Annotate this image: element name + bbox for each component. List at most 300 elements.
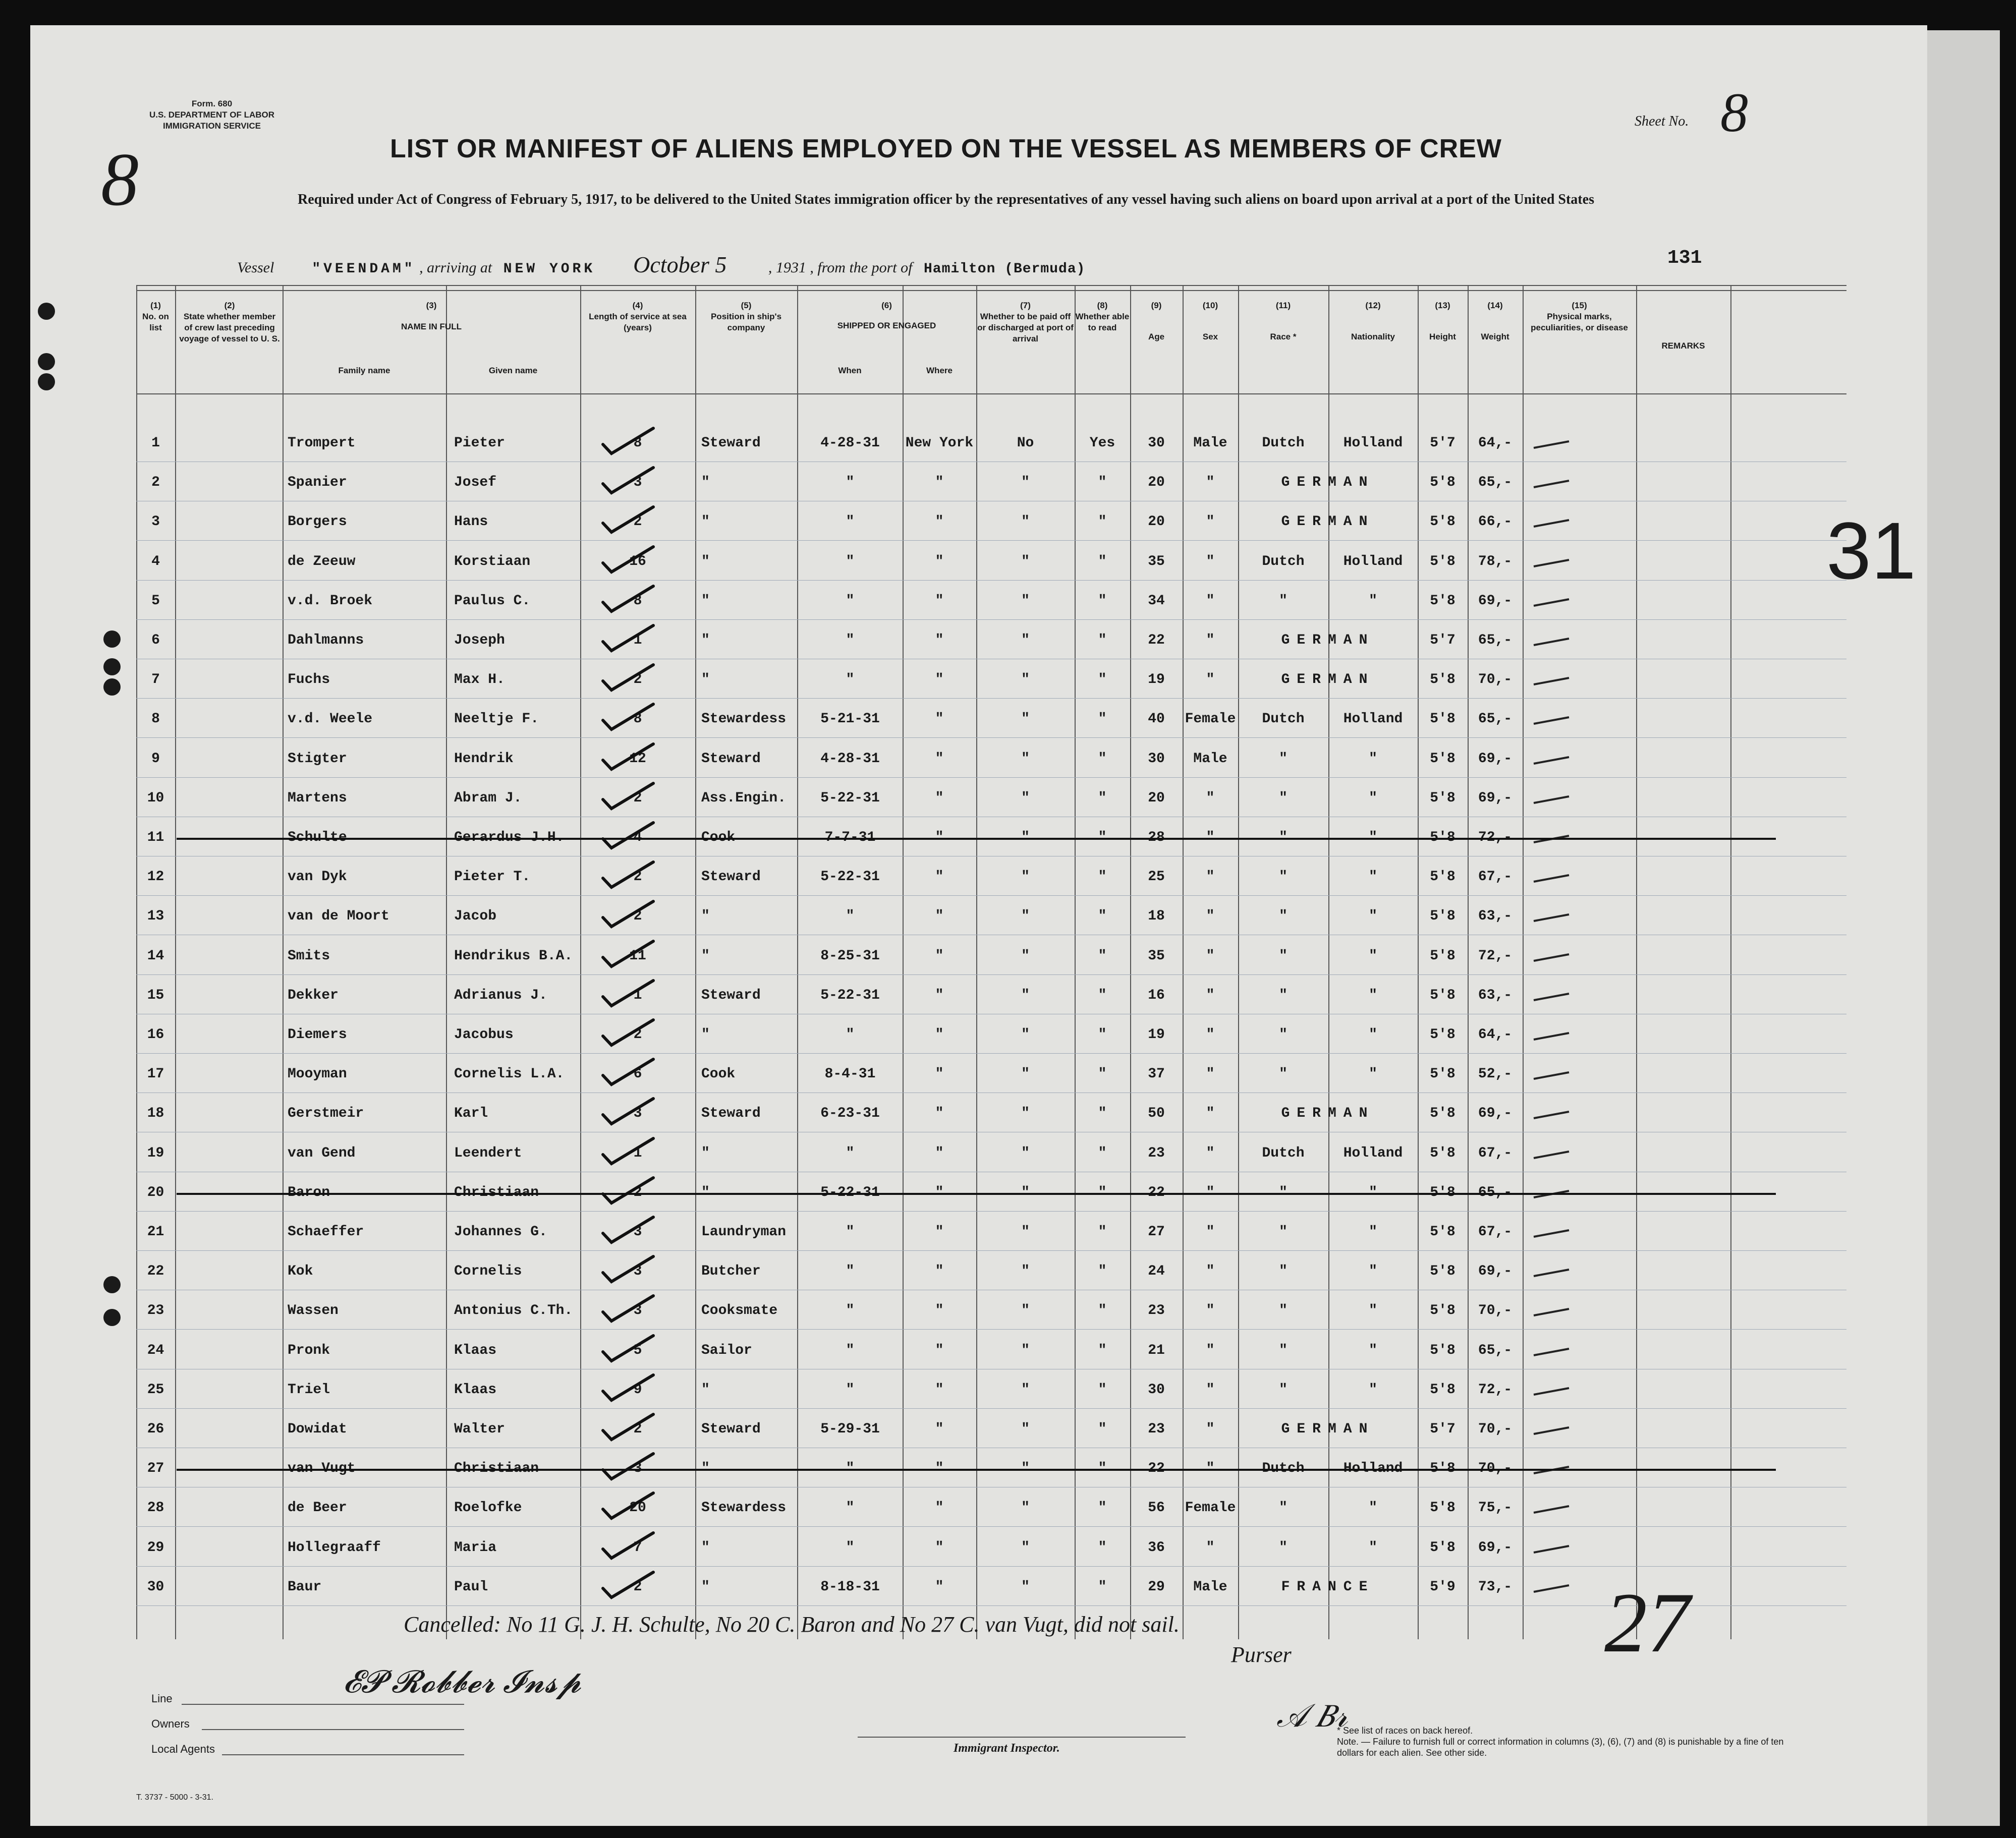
check-mark (600, 465, 656, 495)
cell-position: Steward (701, 435, 761, 451)
cell-sex: " (1206, 553, 1215, 569)
cell-able-to-read: " (1098, 1342, 1107, 1358)
cell-height: 5'8 (1430, 751, 1455, 767)
cell-age: 36 (1148, 1539, 1165, 1556)
cell-race: " (1279, 1382, 1287, 1398)
remark-tick (1529, 1338, 1584, 1368)
cell-nationality: " (1369, 1500, 1377, 1516)
cell-shipped-where: " (935, 553, 944, 569)
cell-race: GERMAN (1281, 475, 1375, 491)
owners-field (202, 1729, 464, 1730)
cell-sex: " (1206, 1342, 1215, 1358)
cell-given-name: Pieter T. (454, 869, 531, 885)
col4-header: (4) Length of service at sea (years) (589, 301, 687, 332)
cell-race: " (1279, 1027, 1287, 1043)
margin-number: 31 (1826, 505, 1916, 596)
cell-row-number: 19 (147, 1145, 164, 1161)
punch-hole (38, 303, 55, 320)
cell-paid-off: " (1021, 633, 1030, 648)
cell-row-number: 10 (147, 790, 164, 806)
cell-row-number: 22 (147, 1263, 164, 1280)
cell-family-name: Pronk (288, 1342, 330, 1358)
cell-height: 5'8 (1430, 1342, 1455, 1358)
cell-given-name: Jacobus (454, 1027, 514, 1043)
cell-shipped-where: " (935, 1263, 944, 1280)
col14-header: (14) Weight (1481, 301, 1509, 341)
footnote-fine: Note. — Failure to furnish full or correct information in columns (3), (6), (7) and (8) is punishable by a fine of ten dollars for each alien. See other side. (1337, 1737, 1784, 1758)
cell-height: 5'8 (1430, 790, 1455, 806)
cell-able-to-read: " (1098, 475, 1107, 491)
from-label: , from the port of (810, 259, 913, 276)
row-rule (136, 1526, 1846, 1527)
cell-family-name: Dekker (288, 987, 339, 1003)
check-mark (600, 544, 656, 574)
cell-shipped-when: 4-28-31 (820, 435, 880, 451)
arrival-port: NEW YORK (503, 261, 596, 277)
cell-service-years: 1 (633, 633, 642, 648)
sheet-label: Sheet No. (1635, 113, 1689, 129)
check-mark (600, 780, 656, 811)
cell-age: 50 (1148, 1106, 1165, 1122)
cell-nationality: Holland (1343, 711, 1403, 727)
cell-able-to-read: " (1098, 987, 1107, 1003)
cell-family-name: van Gend (288, 1145, 356, 1161)
row-rule (136, 698, 1846, 699)
cell-row-number: 23 (147, 1303, 164, 1319)
cell-position: " (701, 633, 710, 648)
cell-sex: " (1206, 1145, 1215, 1161)
strike-through-line (177, 838, 1776, 840)
cell-height: 5'8 (1430, 514, 1455, 530)
check-mark (600, 583, 656, 613)
cell-able-to-read: " (1098, 1579, 1107, 1595)
from-port: Hamilton (Bermuda) (923, 261, 1086, 277)
row-rule (136, 1329, 1846, 1330)
cell-shipped-where: " (935, 1382, 944, 1398)
cell-given-name: Johannes G. (454, 1224, 547, 1240)
family-name-header: Family name (338, 366, 390, 375)
line-field (182, 1704, 464, 1705)
cell-given-name: Karl (454, 1106, 488, 1122)
arriving-label: , arriving at (419, 259, 492, 276)
cell-sex: " (1206, 672, 1215, 688)
page-number: 131 (1667, 247, 1702, 269)
cell-shipped-when: " (846, 908, 855, 925)
cell-shipped-when: " (846, 593, 855, 609)
cell-service-years: 5 (633, 1342, 642, 1358)
cell-height: 5'7 (1430, 633, 1455, 648)
cell-given-name: Pieter (454, 435, 505, 451)
cell-family-name: Diemers (288, 1027, 347, 1043)
cell-given-name: Cornelis (454, 1263, 522, 1280)
cell-shipped-when: " (846, 1382, 855, 1398)
cell-family-name: Stigter (288, 751, 347, 767)
cell-race: GERMAN (1281, 633, 1375, 648)
cell-row-number: 8 (151, 711, 160, 727)
col3-header: (3) NAME IN FULL (401, 301, 462, 331)
cell-age: 27 (1148, 1224, 1165, 1240)
cell-nationality: " (1369, 1027, 1377, 1043)
cell-given-name: Hendrik (454, 751, 514, 767)
cell-nationality: " (1369, 751, 1377, 767)
cell-shipped-when: 8-25-31 (820, 948, 880, 964)
cell-family-name: Mooyman (288, 1066, 347, 1082)
cell-family-name: Dowidat (288, 1421, 347, 1437)
line-label: Line (151, 1692, 173, 1705)
cell-service-years: 1 (633, 987, 642, 1003)
check-mark (600, 1135, 656, 1166)
cell-age: 23 (1148, 1145, 1165, 1161)
cell-shipped-where: " (935, 790, 944, 806)
cell-given-name: Josef (454, 475, 497, 491)
cell-row-number: 4 (151, 553, 160, 569)
cell-service-years: 2 (633, 1421, 642, 1437)
punch-hole (38, 373, 55, 390)
cell-given-name: Maria (454, 1539, 497, 1556)
cell-row-number: 30 (147, 1579, 164, 1595)
cell-family-name: Borgers (288, 514, 347, 530)
row-rule (136, 580, 1846, 581)
cell-shipped-where: " (935, 1106, 944, 1122)
cell-nationality: " (1369, 1263, 1377, 1280)
cell-row-number: 21 (147, 1224, 164, 1240)
cell-weight: 73,- (1478, 1579, 1513, 1595)
cell-weight: 67,- (1478, 869, 1513, 885)
cell-nationality: " (1369, 790, 1377, 806)
cell-race: " (1279, 751, 1287, 767)
cell-able-to-read: " (1098, 711, 1107, 727)
cell-nationality: Holland (1343, 553, 1403, 569)
cell-able-to-read: " (1098, 1145, 1107, 1161)
cell-position: " (701, 1579, 710, 1595)
cell-paid-off: " (1021, 1303, 1030, 1319)
crew-table (136, 285, 1846, 1639)
check-mark (600, 1214, 656, 1244)
cell-shipped-where: " (935, 1027, 944, 1043)
cell-paid-off: " (1021, 1027, 1030, 1043)
cell-family-name: de Beer (288, 1500, 347, 1516)
row-rule (136, 895, 1846, 896)
cell-shipped-when: " (846, 1224, 855, 1240)
column-rule (175, 285, 176, 1639)
owners-label: Owners (151, 1717, 190, 1730)
check-mark (600, 1096, 656, 1126)
cell-able-to-read: " (1098, 553, 1107, 569)
check-mark (600, 1056, 656, 1086)
remark-tick (1529, 1495, 1584, 1525)
row-rule (136, 1408, 1846, 1409)
cell-service-years: 16 (629, 553, 646, 569)
remark-tick (1529, 1022, 1584, 1052)
cell-given-name: Paulus C. (454, 593, 531, 609)
cell-service-years: 1 (633, 1145, 642, 1161)
cell-shipped-when: 5-22-31 (820, 869, 880, 885)
cell-weight: 52,- (1478, 1066, 1513, 1082)
cell-given-name: Paul (454, 1579, 488, 1595)
cell-age: 23 (1148, 1421, 1165, 1437)
cell-paid-off: " (1021, 553, 1030, 569)
handwritten-signature-right: 𝒜 𝐵𝓇 (1276, 1698, 1348, 1734)
cell-position: " (701, 475, 710, 491)
cell-shipped-where: " (935, 1224, 944, 1240)
cell-race: " (1279, 1500, 1287, 1516)
cell-family-name: Spanier (288, 475, 347, 491)
vessel-line (237, 251, 1085, 278)
cell-race: Dutch (1262, 553, 1305, 569)
cell-age: 20 (1148, 514, 1165, 530)
cell-row-number: 17 (147, 1066, 164, 1082)
check-mark (600, 662, 656, 692)
remark-tick (1529, 1219, 1584, 1249)
sheet-number: 8 (1720, 82, 1748, 143)
check-mark (600, 978, 656, 1008)
cell-able-to-read: " (1098, 948, 1107, 964)
cell-given-name: Adrianus J. (454, 987, 547, 1003)
table-top-rule (136, 285, 1846, 286)
cell-position: " (701, 948, 710, 964)
cell-height: 5'8 (1430, 1500, 1455, 1516)
cell-sex: " (1206, 514, 1215, 530)
cell-service-years: 2 (633, 514, 642, 530)
cell-race: Dutch (1262, 711, 1305, 727)
cell-shipped-where: " (935, 711, 944, 727)
cell-shipped-when: 8-18-31 (820, 1579, 880, 1595)
cell-shipped-where: New York (905, 435, 974, 451)
row-rule (136, 619, 1846, 620)
cell-service-years: 3 (633, 1106, 642, 1122)
cell-position: Cooksmate (701, 1303, 778, 1319)
cell-family-name: Kok (288, 1263, 313, 1280)
footnote (1337, 1725, 1791, 1758)
remark-tick (1529, 903, 1584, 934)
cell-sex: " (1206, 869, 1215, 885)
cell-paid-off: " (1021, 1500, 1030, 1516)
cell-position: Steward (701, 751, 761, 767)
cell-race: " (1279, 1342, 1287, 1358)
cell-weight: 72,- (1478, 948, 1513, 964)
cell-race: GERMAN (1281, 672, 1375, 688)
cell-able-to-read: " (1098, 672, 1107, 688)
bottom-number: 27 (1604, 1575, 1690, 1670)
cell-position: Steward (701, 987, 761, 1003)
cell-sex: " (1206, 987, 1215, 1003)
cell-given-name: Hendrikus B.A. (454, 948, 573, 964)
print-code: T. 3737 - 5000 - 3-31. (136, 1793, 213, 1802)
cell-race: " (1279, 987, 1287, 1003)
cell-race: " (1279, 869, 1287, 885)
cell-row-number: 15 (147, 987, 164, 1003)
department: U.S. DEPARTMENT OF LABOR (149, 110, 275, 120)
col15-header: (15) Physical marks, peculiarities, or disease (1531, 301, 1628, 332)
cell-able-to-read: " (1098, 1027, 1107, 1043)
cell-paid-off: " (1021, 475, 1030, 491)
cell-position: Cook (701, 1066, 736, 1082)
cell-paid-off: " (1021, 514, 1030, 530)
cell-paid-off: " (1021, 790, 1030, 806)
cell-position: Stewardess (701, 1500, 787, 1516)
cell-row-number: 1 (151, 435, 160, 451)
cell-shipped-when: " (846, 1303, 855, 1319)
cell-position: Steward (701, 869, 761, 885)
cell-position: Steward (701, 1106, 761, 1122)
cell-position: Sailor (701, 1342, 752, 1358)
check-mark (600, 938, 656, 968)
cell-able-to-read: " (1098, 593, 1107, 609)
cell-race: " (1279, 790, 1287, 806)
row-rule (136, 1566, 1846, 1567)
table-top-rule (136, 290, 1846, 291)
check-mark (600, 1372, 656, 1402)
cell-given-name: Leendert (454, 1145, 522, 1161)
cell-able-to-read: " (1098, 869, 1107, 885)
cell-age: 24 (1148, 1263, 1165, 1280)
cell-nationality: " (1369, 869, 1377, 885)
cell-age: 19 (1148, 1027, 1165, 1043)
cell-weight: 65,- (1478, 475, 1513, 491)
cell-age: 19 (1148, 672, 1165, 688)
cell-able-to-read: " (1098, 1263, 1107, 1280)
cell-race: Dutch (1262, 1145, 1305, 1161)
vessel-name: "VEENDAM" (312, 261, 416, 277)
row-rule (136, 1211, 1846, 1212)
cell-position: Steward (701, 1421, 761, 1437)
cell-row-number: 27 (147, 1461, 164, 1477)
cell-age: 16 (1148, 987, 1165, 1003)
cell-shipped-where: " (935, 1303, 944, 1319)
check-mark (600, 1293, 656, 1323)
cell-sex: " (1206, 593, 1215, 609)
cell-age: 34 (1148, 593, 1165, 609)
cell-height: 5'8 (1430, 1303, 1455, 1319)
cell-position: " (701, 1027, 710, 1043)
cell-row-number: 18 (147, 1106, 164, 1122)
cell-shipped-when: " (846, 633, 855, 648)
remark-tick (1529, 706, 1584, 736)
cell-weight: 69,- (1478, 593, 1513, 609)
cell-nationality: " (1369, 987, 1377, 1003)
cell-height: 5'8 (1430, 475, 1455, 491)
inspector-field (858, 1737, 1186, 1738)
cell-service-years: 6 (633, 1066, 642, 1082)
cell-age: 29 (1148, 1579, 1165, 1595)
remark-tick (1529, 627, 1584, 658)
cell-height: 5'8 (1430, 711, 1455, 727)
page-title: LIST OR MANIFEST OF ALIENS EMPLOYED ON THE VESSEL AS MEMBERS OF CREW (390, 134, 1502, 163)
col1-header: (1) No. on list (142, 301, 169, 332)
cell-weight: 69,- (1478, 751, 1513, 767)
cell-given-name: Abram J. (454, 790, 522, 806)
cell-service-years: 3 (633, 475, 642, 491)
cell-age: 30 (1148, 435, 1165, 451)
cell-family-name: Gerstmeir (288, 1106, 364, 1122)
cell-row-number: 24 (147, 1342, 164, 1358)
cell-weight: 69,- (1478, 1539, 1513, 1556)
cell-service-years: 20 (629, 1500, 646, 1516)
cell-family-name: Fuchs (288, 672, 330, 688)
cell-position: " (701, 1382, 710, 1398)
cell-given-name: Cornelis L.A. (454, 1066, 565, 1082)
cell-weight: 75,- (1478, 1500, 1513, 1516)
cell-sex: " (1206, 790, 1215, 806)
cell-shipped-when: " (846, 672, 855, 688)
cell-shipped-where: " (935, 672, 944, 688)
cell-weight: 67,- (1478, 1224, 1513, 1240)
cell-able-to-read: " (1098, 1303, 1107, 1319)
check-mark (600, 622, 656, 653)
corner-handwritten-mark: 8 (101, 138, 139, 221)
cell-race: " (1279, 1303, 1287, 1319)
cell-weight: 66,- (1478, 514, 1513, 530)
cell-shipped-when: " (846, 1539, 855, 1556)
cell-shipped-when: 8-4-31 (824, 1066, 876, 1082)
cell-race: " (1279, 948, 1287, 964)
cell-service-years: 8 (633, 435, 642, 451)
cell-service-years: 2 (633, 672, 642, 688)
cell-service-years: 3 (633, 1263, 642, 1280)
check-mark (600, 1490, 656, 1520)
cell-able-to-read: Yes (1089, 435, 1115, 451)
cell-weight: 70,- (1478, 1303, 1513, 1319)
cell-paid-off: No (1017, 435, 1034, 451)
check-mark (600, 1253, 656, 1284)
cell-race: GERMAN (1281, 514, 1375, 530)
vessel-label: Vessel (237, 259, 274, 276)
check-mark (600, 1530, 656, 1560)
punch-hole (103, 1309, 121, 1326)
cell-height: 5'8 (1430, 1224, 1455, 1240)
cell-age: 18 (1148, 908, 1165, 925)
check-mark (600, 1411, 656, 1442)
form-header (126, 98, 298, 132)
cell-row-number: 3 (151, 514, 160, 530)
cell-race: " (1279, 593, 1287, 609)
check-mark (600, 425, 656, 455)
cancellation-note: Cancelled: No 11 G. J. H. Schulte, No 20 C. Baron and No 27 C. van Vugt, did not sail. (404, 1612, 1180, 1637)
column-rule (1730, 285, 1731, 1639)
cell-able-to-read: " (1098, 1500, 1107, 1516)
cell-age: 25 (1148, 869, 1165, 885)
cell-service-years: 12 (629, 751, 646, 767)
cell-age: 21 (1148, 1342, 1165, 1358)
cell-paid-off: " (1021, 948, 1030, 964)
column-rule (1523, 285, 1524, 1639)
remark-tick (1529, 746, 1584, 776)
cell-row-number: 13 (147, 908, 164, 925)
cell-service-years: 11 (629, 948, 646, 964)
cell-weight: 64,- (1478, 435, 1513, 451)
cell-age: 35 (1148, 553, 1165, 569)
cell-paid-off: " (1021, 1382, 1030, 1398)
cell-sex: " (1206, 1027, 1215, 1043)
cell-family-name: de Zeeuw (288, 553, 356, 569)
remark-tick (1529, 1574, 1584, 1604)
cell-position: Ass.Engin. (701, 790, 787, 806)
cell-shipped-when: 5-22-31 (820, 987, 880, 1003)
cell-age: 40 (1148, 711, 1165, 727)
cell-paid-off: " (1021, 1224, 1030, 1240)
cell-sex: " (1206, 1106, 1215, 1122)
inspector-label: Immigrant Inspector. (954, 1742, 1060, 1755)
cell-weight: 65,- (1478, 711, 1513, 727)
check-mark (600, 1333, 656, 1363)
cell-age: 37 (1148, 1066, 1165, 1082)
cell-shipped-where: " (935, 633, 944, 648)
local-agents-label: Local Agents (151, 1743, 215, 1755)
row-rule (136, 1250, 1846, 1251)
col13-header: (13) Height (1429, 301, 1456, 341)
cell-family-name: v.d. Broek (288, 593, 373, 609)
cell-row-number: 7 (151, 672, 160, 688)
